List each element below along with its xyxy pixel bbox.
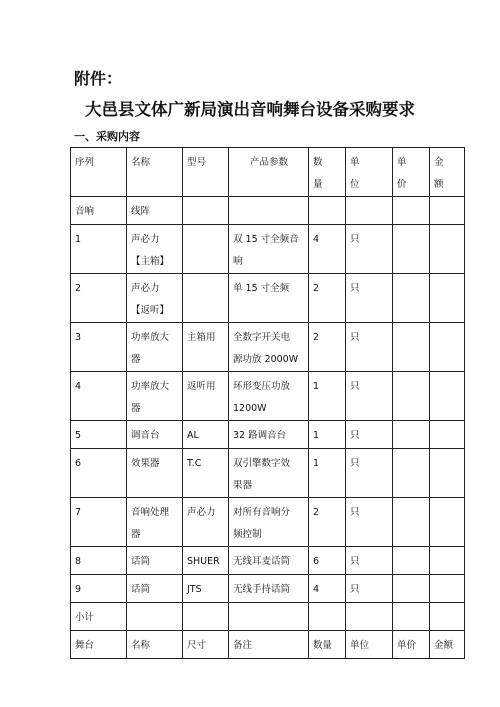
cell-qty: 2 [309, 498, 346, 547]
cell-amount [430, 498, 465, 547]
table-row [71, 547, 465, 575]
cell-params: 环形变压功放 1200W [229, 372, 309, 421]
cell-amount [430, 449, 465, 498]
cell-seq: 9 [71, 575, 127, 603]
cell-unit: 只 [346, 323, 393, 372]
document-title: 大邑县文体广新局演出音响舞台设备采购要求 [85, 100, 415, 119]
cell-price [393, 197, 430, 225]
cell-name: 音响处理 器 [127, 498, 183, 547]
cell-seq: 5 [71, 421, 127, 449]
cell-params: 无线手持话筒 [229, 575, 309, 603]
cell-name: 名称 [127, 631, 183, 659]
cell-name: 名称 [127, 148, 183, 197]
cell-params: 备注 [229, 631, 309, 659]
cell-unit: 只 [346, 274, 393, 323]
table-row [71, 323, 465, 372]
cell-qty [309, 197, 346, 225]
cell-params: 双引擎数字效 果器 [229, 449, 309, 498]
cell-qty: 2 [309, 274, 346, 323]
cell-unit: 只 [346, 421, 393, 449]
cell-unit [346, 197, 393, 225]
cell-model: T.C [183, 449, 229, 498]
table-row [71, 449, 465, 498]
cell-model: 型号 [183, 148, 229, 197]
cell-params [229, 603, 309, 631]
cell-amount [430, 197, 465, 225]
cell-name: 功率放大 器 [127, 323, 183, 372]
cell-qty: 2 [309, 323, 346, 372]
cell-price [393, 274, 430, 323]
cell-seq: 3 [71, 323, 127, 372]
cell-params: 32 路调音台 [229, 421, 309, 449]
table-row [71, 274, 465, 323]
cell-unit [346, 603, 393, 631]
cell-qty: 1 [309, 449, 346, 498]
cell-amount [430, 274, 465, 323]
cell-name: 声必力 【返听】 [127, 274, 183, 323]
cell-seq: 4 [71, 372, 127, 421]
cell-price [393, 575, 430, 603]
cell-params [229, 197, 309, 225]
cell-seq: 6 [71, 449, 127, 498]
cell-model: 返听用 [183, 372, 229, 421]
table-row [71, 575, 465, 603]
table-header-row [71, 148, 465, 197]
cell-amount [430, 372, 465, 421]
cell-price [393, 449, 430, 498]
cell-price [393, 323, 430, 372]
cell-unit: 只 [346, 372, 393, 421]
cell-qty: 6 [309, 547, 346, 575]
cell-seq: 舞台 [71, 631, 127, 659]
cell-params: 单 15 寸全频 [229, 274, 309, 323]
cell-name: 线阵 [127, 197, 183, 225]
cell-name [127, 603, 183, 631]
cell-amount [430, 575, 465, 603]
table-row [71, 197, 465, 225]
cell-name: 调音台 [127, 421, 183, 449]
cell-amount [430, 323, 465, 372]
cell-qty: 4 [309, 575, 346, 603]
stage-header-row [71, 631, 465, 659]
cell-amount [430, 225, 465, 274]
procurement-table [70, 147, 465, 659]
cell-qty: 1 [309, 372, 346, 421]
cell-unit: 只 [346, 547, 393, 575]
cell-amount: 金 额 [430, 148, 465, 197]
table-row [71, 421, 465, 449]
cell-name: 效果器 [127, 449, 183, 498]
cell-model [183, 225, 229, 274]
cell-price: 单 价 [393, 148, 430, 197]
cell-qty: 1 [309, 421, 346, 449]
cell-qty: 数量 [309, 631, 346, 659]
cell-price [393, 225, 430, 274]
table-row [71, 225, 465, 274]
cell-unit: 只 [346, 575, 393, 603]
cell-params: 全数字开关电 源功放 2000W [229, 323, 309, 372]
attachment-label: 附件： [74, 69, 123, 88]
cell-params: 无线耳麦话筒 [229, 547, 309, 575]
cell-seq: 2 [71, 274, 127, 323]
cell-amount: 金额 [430, 631, 465, 659]
cell-price: 单价 [393, 631, 430, 659]
cell-params: 对所有音响分 频控制 [229, 498, 309, 547]
cell-unit: 单 位 [346, 148, 393, 197]
cell-model: AL [183, 421, 229, 449]
cell-name: 功率放大 器 [127, 372, 183, 421]
section-heading: 一、采购内容 [74, 130, 140, 143]
cell-seq: 1 [71, 225, 127, 274]
cell-price [393, 603, 430, 631]
cell-name: 话筒 [127, 575, 183, 603]
cell-unit: 只 [346, 498, 393, 547]
cell-price [393, 372, 430, 421]
cell-model: 主箱用 [183, 323, 229, 372]
table-row [71, 603, 465, 631]
cell-price [393, 498, 430, 547]
cell-seq: 序列 [71, 148, 127, 197]
cell-qty: 数 量 [309, 148, 346, 197]
cell-price [393, 547, 430, 575]
cell-seq: 音响 [71, 197, 127, 225]
cell-params: 产品参数 [229, 148, 309, 197]
cell-qty: 4 [309, 225, 346, 274]
cell-amount [430, 421, 465, 449]
cell-model: JTS [183, 575, 229, 603]
cell-name: 声必力 【主箱】 [127, 225, 183, 274]
cell-qty [309, 603, 346, 631]
cell-seq: 7 [71, 498, 127, 547]
cell-model [183, 603, 229, 631]
cell-price [393, 421, 430, 449]
cell-params: 双 15 寸全频音 响 [229, 225, 309, 274]
cell-model: 声必力 [183, 498, 229, 547]
cell-model [183, 197, 229, 225]
cell-name: 话筒 [127, 547, 183, 575]
cell-model: SHUER [183, 547, 229, 575]
cell-amount [430, 603, 465, 631]
table-row [71, 372, 465, 421]
cell-model [183, 274, 229, 323]
cell-amount [430, 547, 465, 575]
cell-unit: 只 [346, 225, 393, 274]
table-row [71, 498, 465, 547]
cell-unit: 只 [346, 449, 393, 498]
cell-model: 尺寸 [183, 631, 229, 659]
cell-seq: 小计 [71, 603, 127, 631]
cell-seq: 8 [71, 547, 127, 575]
cell-unit: 单位 [346, 631, 393, 659]
